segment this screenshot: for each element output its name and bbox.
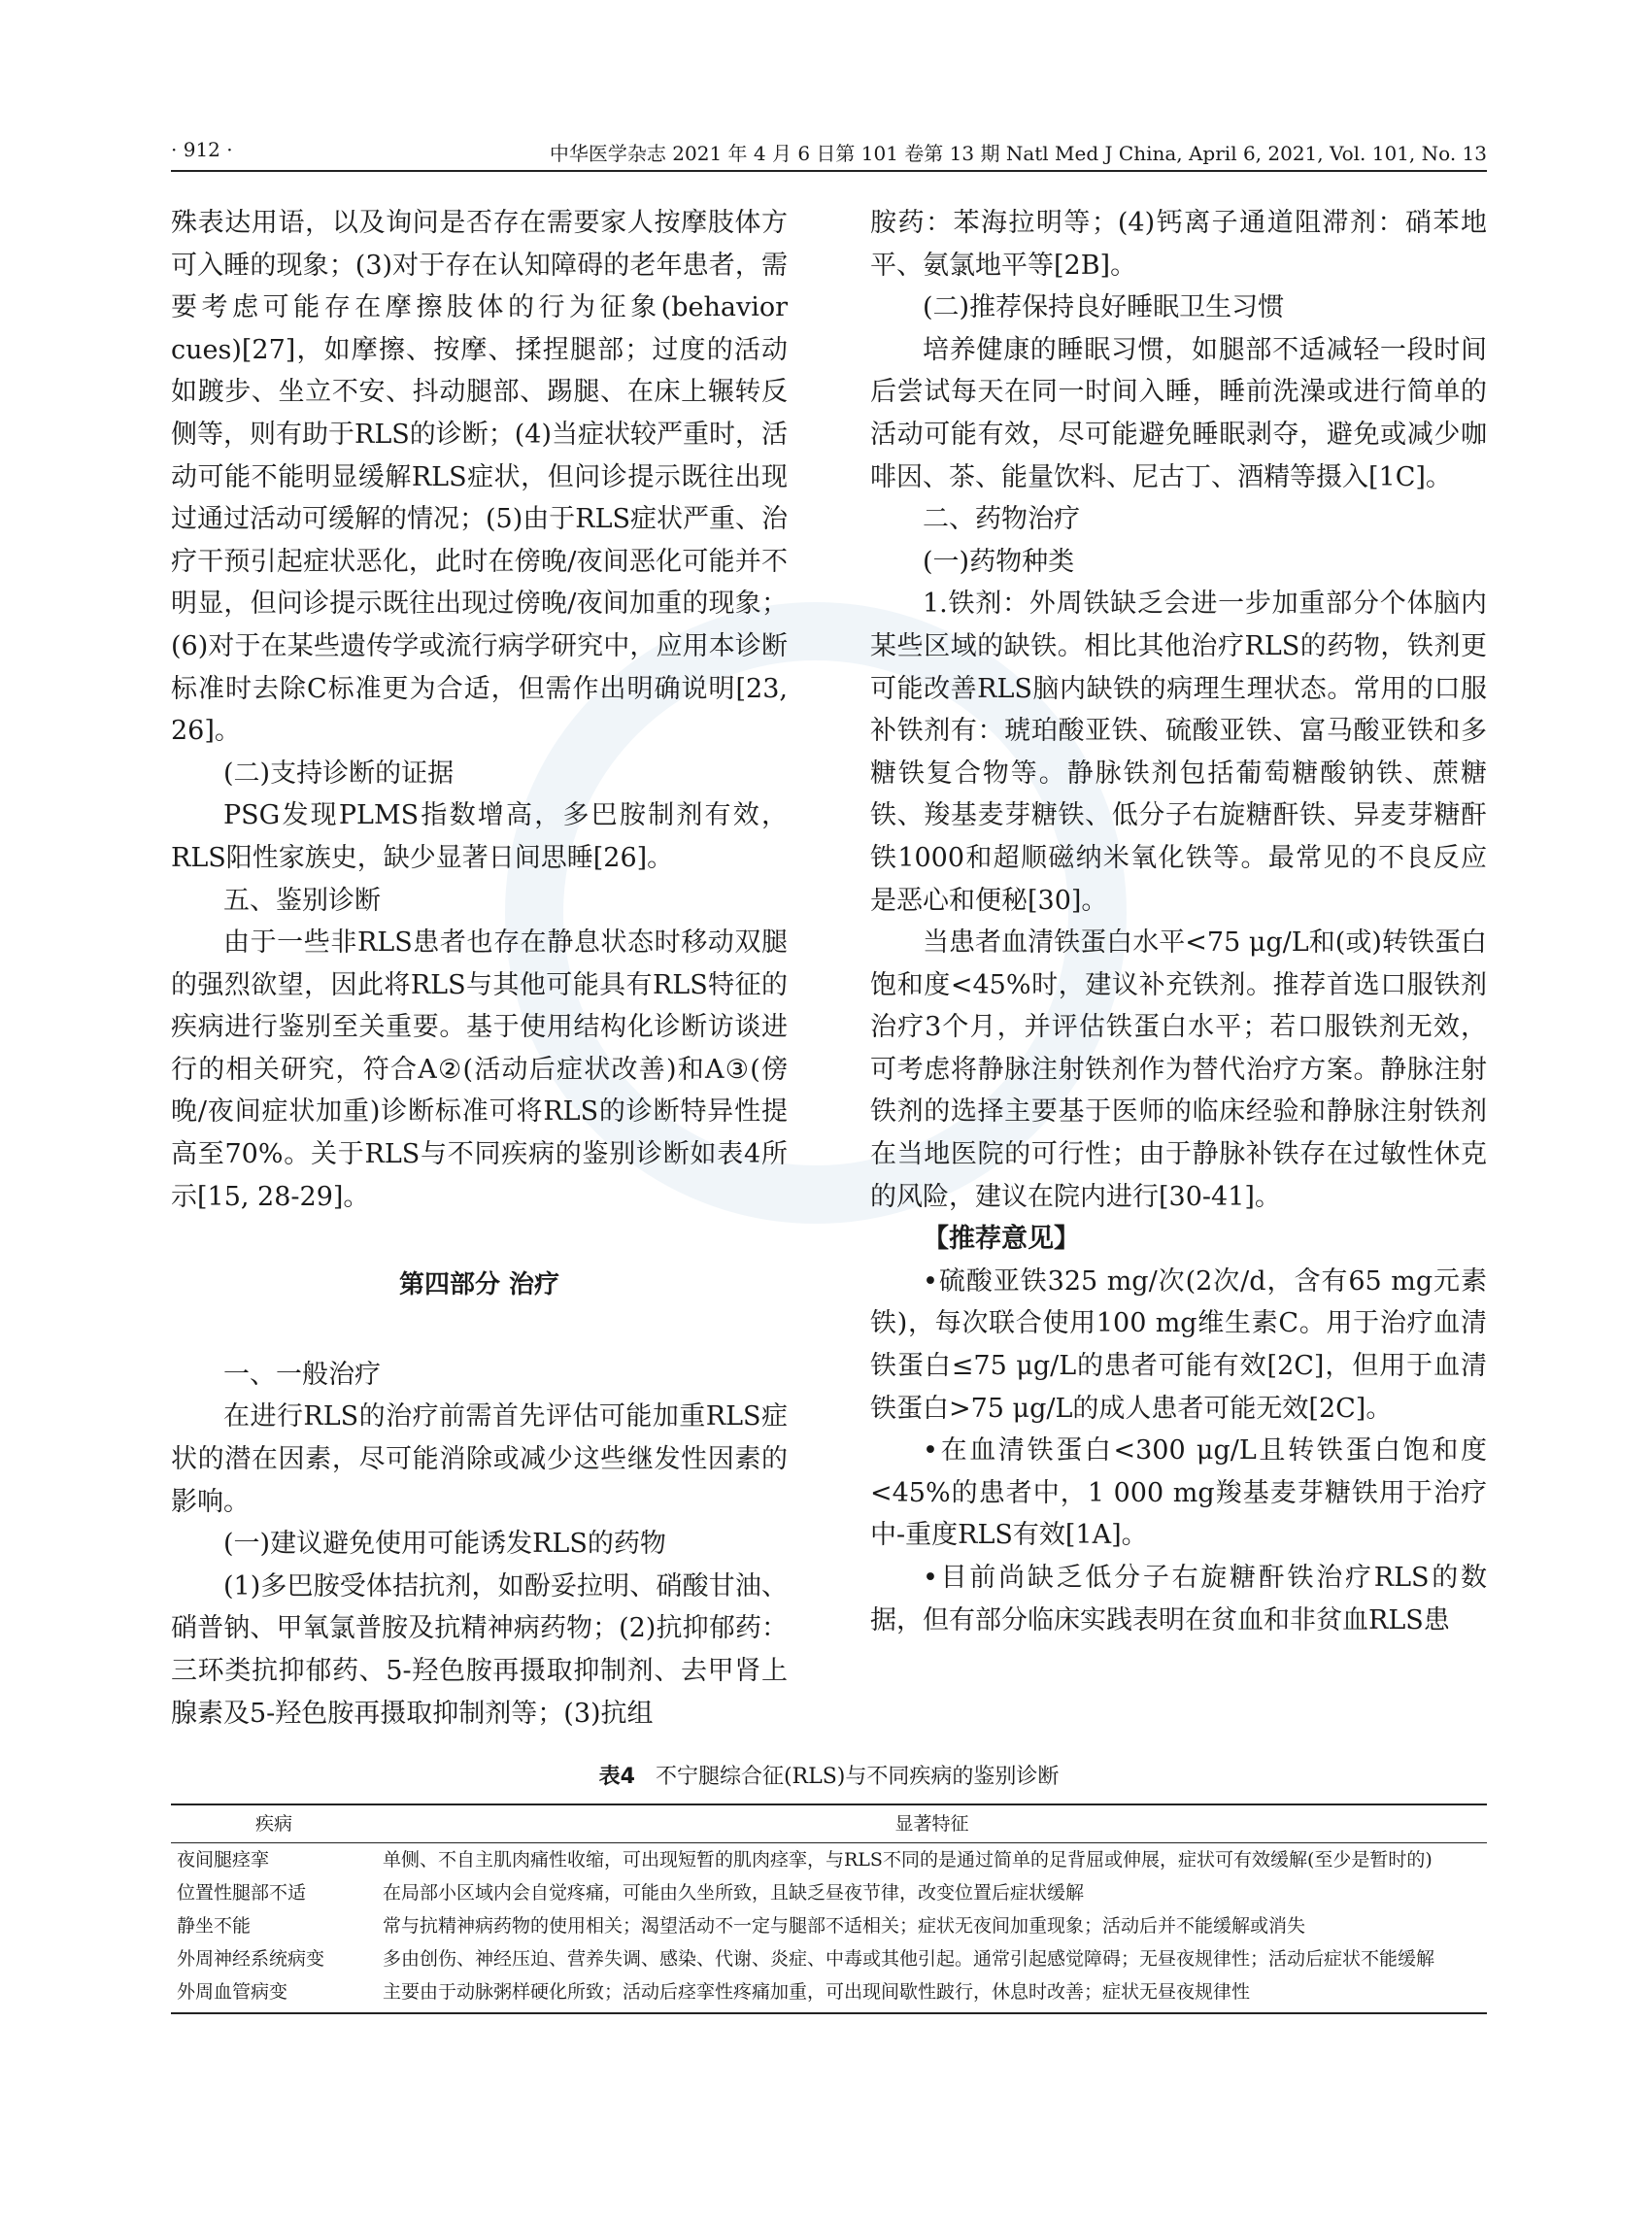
section-heading: (二)推荐保持良好睡眠卫生习惯 — [923, 292, 1285, 323]
paragraph: (1)多巴胺受体拮抗剂，如酚妥拉明、硝酸甘油、硝普钠、甲氧氯普胺及抗精神病药物；(2)抗抑郁药：三环类抗抑郁药、5-羟色胺再摄取抑制剂、去甲肾上腺素及5-羟色胺再摄取抑制剂等；(3)抗组 — [171, 1570, 788, 1729]
paragraph: 培养健康的睡眠习惯，如腿部不适减轻一段时间后尝试每天在同一时间入睡，睡前洗澡或进行简单的活动可能有效，尽可能避免睡眠剥夺，避免或减少咖啡因、茶、能量饮料、尼古丁、酒精等摄入[1C]。 — [870, 334, 1487, 492]
section-heading: 一、一般治疗 — [223, 1359, 381, 1390]
paragraph: 1.铁剂：外周铁缺乏会进一步加重部分个体脑内某些区域的缺铁。相比其他治疗RLS的药物，铁剂更可能改善RLS脑内缺铁的病理生理状态。常用的口服补铁剂有：琥珀酸亚铁、硫酸亚铁、富马酸亚铁和多糖铁复合物等。静脉铁剂包括葡萄糖酸钠铁、蔗糖铁、羧基麦芽糖铁、低分子右旋糖酐铁、异麦芽糖酐铁1000和超顺磁纳米氧化铁等。最常见的不良反应是恶心和便秘[30]。 — [870, 589, 1487, 916]
paragraph: 殊表达用语，以及询问是否存在需要家人按摩肢体方可入睡的现象；(3)对于存在认知障碍的老年患者，需要考虑可能存在摩擦肢体的行为征象(behavior cues)[27]，如摩擦、按摩、揉捏腿部；过度的活动如踱步、坐立不安、抖动腿部、踢腿、在床上辗转反侧等，则有助于RLS的诊断；(4)当症状较严重时，活动可能不能明显缓解RLS症状，但问诊提示既往出现过通过活动可缓解的情况；(5)由于RLS症状严重、治疗干预引起症状恶化，此时在傍晚/夜间恶化可能并不明显，但问诊提示既往出现过傍晚/夜间加重的现象；(6)对于在某些遗传学或流行病学研究中，应用本诊断标准时去除C标准更为合适，但需作出明确说明[23, 26]。 — [171, 208, 789, 747]
feature-cell: 多由创伤、神经压迫、营养失调、感染、代谢、炎症、中毒或其他引起。通常引起感觉障碍；无昼夜规律性；活动后症状不能缓解 — [383, 1948, 1435, 1970]
page-number: · 912 · — [171, 138, 233, 161]
section-heading: 二、药物治疗 — [923, 504, 1080, 535]
column-header: 显著特征 — [377, 1804, 1487, 1843]
disease-cell: 外周血管病变 — [171, 1975, 377, 2013]
disease-cell: 外周神经系统病变 — [177, 1948, 325, 1970]
paragraph: PSG发现PLMS指数增高，多巴胺制剂有效，RLS阳性家族史，缺少显著日间思睡[26]。 — [171, 800, 788, 873]
left-column — [171, 202, 788, 1735]
differential-diagnosis-table — [171, 1804, 1487, 2014]
recommendation-heading: 【推荐意见】 — [923, 1224, 1080, 1255]
table-row — [171, 1975, 1487, 2013]
column-header: 疾病 — [171, 1804, 377, 1843]
journal-citation: 中华医学杂志 2021 年 4 月 6 日第 101 卷第 13 期 Natl Med J China, April 6, 2021, Vol. 101, No. 13 — [549, 142, 1487, 165]
table-row — [171, 1909, 1487, 1942]
recommendation-item: •在血清铁蛋白<300 μg/L且转铁蛋白饱和度<45%的患者中，1 000 mg羧基麦芽糖铁用于治疗中-重度RLS有效[1A]。 — [870, 1435, 1487, 1551]
header-rule — [171, 170, 1487, 172]
disease-cell: 静坐不能 — [177, 1915, 252, 1937]
table-row — [171, 1843, 1487, 1877]
section-heading: (一)药物种类 — [923, 546, 1075, 577]
paragraph: 由于一些非RLS患者也存在静息状态时移动双腿的强烈欲望，因此将RLS与其他可能具有RLS特征的疾病进行鉴别至关重要。基于使用结构化诊断访谈进行的相关研究，符合A②(活动后症状改善)和A③(傍晚/夜间症状加重)诊断标准可将RLS的诊断特异性提高至70%。关于RLS与不同疾病的鉴别诊断如表4所示[15, 28-29]。 — [171, 927, 788, 1212]
feature-cell: 在局部小区域内会自觉疼痛，可能由久坐所致，且缺乏昼夜节律，改变位置后症状缓解 — [383, 1882, 1085, 1904]
feature-cell: 单侧、不自主肌肉痛性收缩，可出现短暂的肌肉痉挛，与RLS不同的是通过简单的足背屈或伸展，症状可有效缓解(至少是暂时的) — [383, 1849, 1433, 1871]
table-row — [171, 1876, 1487, 1909]
disease-cell: 夜间腿痉挛 — [177, 1849, 270, 1871]
feature-cell: 常与抗精神病药物的使用相关；渴望活动不一定与腿部不适相关；症状无夜间加重现象；活动后并不能缓解或消失 — [383, 1915, 1306, 1937]
section-heading: 五、鉴别诊断 — [223, 885, 381, 916]
part-title: 第四部分 治疗 — [398, 1270, 560, 1300]
disease-cell: 位置性腿部不适 — [177, 1882, 307, 1904]
table-row — [171, 1942, 1487, 1975]
paragraph: 在进行RLS的治疗前需首先评估可能加重RLS症状的潜在因素，尽可能消除或减少这些继发性因素的影响。 — [171, 1401, 788, 1517]
paragraph: 胺药：苯海拉明等；(4)钙离子通道阻滞剂：硝苯地平、氨氯地平等[2B]。 — [870, 208, 1487, 281]
feature-cell: 主要由于动脉粥样硬化所致；活动后痉挛性疼痛加重，可出现间歇性跛行，休息时改善；症状无昼夜规律性 — [377, 1975, 1487, 2013]
table-label: 表4 — [598, 1765, 635, 1789]
recommendation-item: •硫酸亚铁325 mg/次(2次/d，含有65 mg元素铁)，每次联合使用100 mg维生素C。用于治疗血清铁蛋白≤75 μg/L的患者可能有效[2C]，但用于血清铁蛋白>75 μg/L的成人患者可能无效[2C]。 — [870, 1265, 1487, 1424]
table-caption — [171, 1760, 1487, 1790]
page-header — [171, 134, 1487, 173]
right-column — [870, 202, 1487, 1641]
paragraph: 当患者血清铁蛋白水平<75 μg/L和(或)转铁蛋白饱和度<45%时，建议补充铁剂。推荐首选口服铁剂治疗3个月，并评估铁蛋白水平；若口服铁剂无效，可考虑将静脉注射铁剂作为替代治疗方案。静脉注射铁剂的选择主要基于医师的临床经验和静脉注射铁剂在当地医院的可行性；由于静脉补铁存在过敏性休克的风险，建议在院内进行[30-41]。 — [870, 927, 1487, 1212]
recommendation-item: •目前尚缺乏低分子右旋糖酐铁治疗RLS的数据，但有部分临床实践表明在贫血和非贫血RLS患 — [870, 1563, 1487, 1635]
table-header-row — [171, 1804, 1487, 1843]
section-heading: (二)支持诊断的证据 — [223, 758, 455, 789]
section-heading: (一)建议避免使用可能诱发RLS的药物 — [223, 1529, 666, 1560]
table-title: 不宁腿综合征(RLS)与不同疾病的鉴别诊断 — [655, 1765, 1060, 1789]
